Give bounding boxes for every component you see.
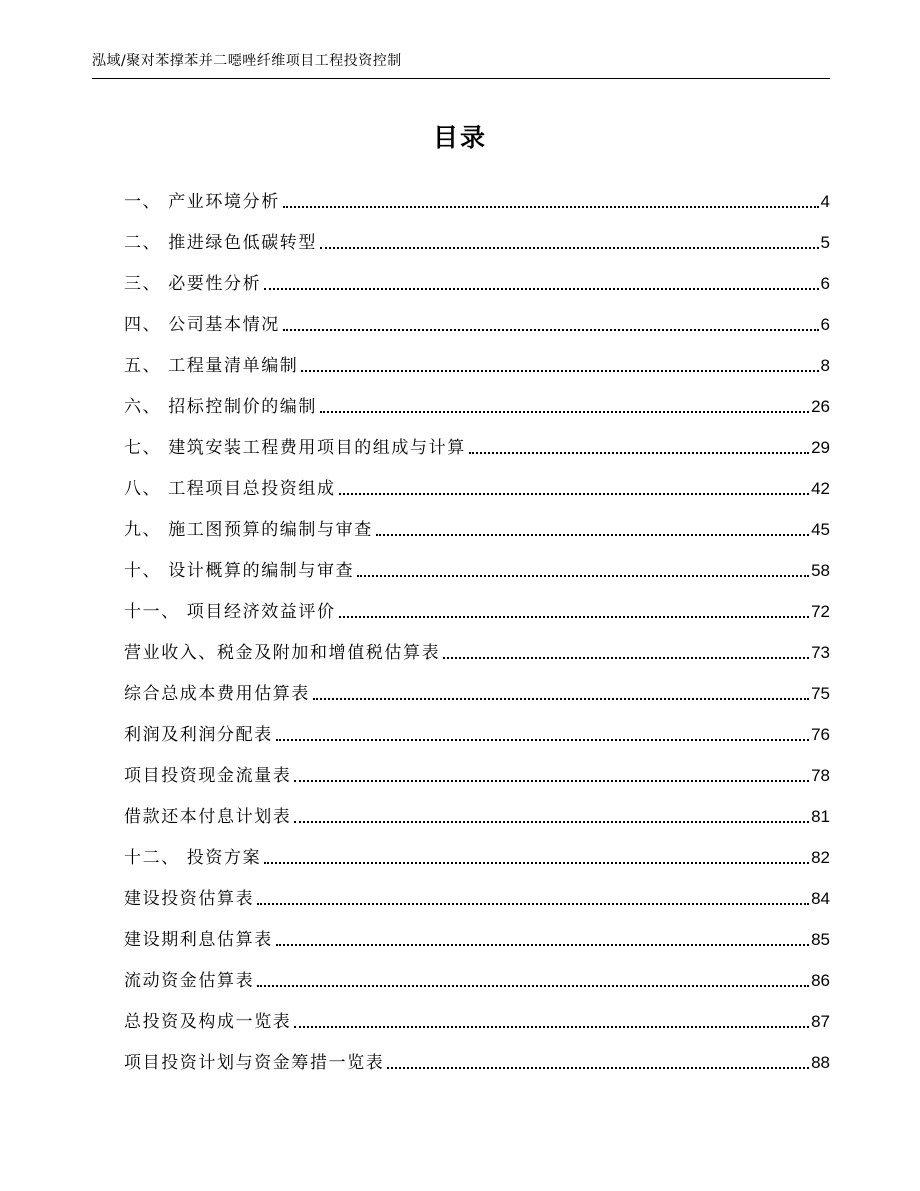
toc-entry-page: 72: [811, 602, 830, 621]
toc-entry-label: 二、 推进绿色低碳转型: [124, 233, 318, 253]
toc-entry-page: 75: [811, 684, 830, 703]
toc-leader-dots: [283, 329, 819, 331]
toc-entry-label: 利润及利润分配表: [124, 725, 273, 745]
toc-entry-label: 营业收入、税金及附加和增值税估算表: [124, 643, 441, 663]
toc-leader-dots: [469, 452, 809, 454]
toc-leader-dots: [283, 206, 819, 208]
toc-entry-label: 八、 工程项目总投资组成: [124, 479, 336, 499]
toc-entry-page: 78: [811, 766, 830, 785]
toc-entry[interactable]: [124, 500, 830, 541]
table-of-contents: [124, 172, 830, 1074]
toc-entry[interactable]: [124, 623, 830, 664]
toc-leader-dots: [320, 247, 819, 249]
toc-entry-page: 76: [811, 725, 830, 744]
toc-entry[interactable]: [124, 459, 830, 500]
toc-leader-dots: [376, 534, 809, 536]
toc-entry[interactable]: [124, 705, 830, 746]
toc-entry-label: 项目投资现金流量表: [124, 766, 292, 786]
toc-entry[interactable]: [124, 951, 830, 992]
toc-entry-label: 流动资金估算表: [124, 971, 255, 991]
toc-entry-page: 87: [811, 1012, 830, 1031]
toc-entry-page: 86: [811, 971, 830, 990]
toc-entry-page: 82: [811, 848, 830, 867]
toc-entry[interactable]: [124, 910, 830, 951]
toc-entry[interactable]: [124, 295, 830, 336]
toc-entry[interactable]: [124, 172, 830, 213]
toc-entry[interactable]: [124, 418, 830, 459]
toc-leader-dots: [387, 1067, 809, 1069]
toc-entry-label: 十、 设计概算的编制与审查: [124, 561, 355, 581]
toc-entry[interactable]: [124, 869, 830, 910]
toc-entry-page: 88: [811, 1053, 830, 1072]
header-rule: [92, 78, 830, 79]
toc-leader-dots: [294, 821, 809, 823]
toc-leader-dots: [264, 862, 809, 864]
toc-entry-label: 建设投资估算表: [124, 889, 255, 909]
toc-entry-label: 七、 建筑安装工程费用项目的组成与计算: [124, 438, 466, 458]
toc-entry-label: 十一、 项目经济效益评价: [124, 602, 336, 622]
toc-entry[interactable]: [124, 213, 830, 254]
toc-entry-page: 5: [820, 233, 830, 252]
toc-entry-page: 8: [820, 356, 830, 375]
toc-leader-dots: [443, 657, 809, 659]
toc-entry-page: 6: [820, 274, 830, 293]
toc-entry-label: 五、 工程量清单编制: [124, 356, 299, 376]
toc-entry-label: 总投资及构成一览表: [124, 1012, 292, 1032]
toc-entry[interactable]: [124, 336, 830, 377]
toc-leader-dots: [339, 616, 809, 618]
toc-entry[interactable]: [124, 254, 830, 295]
toc-entry[interactable]: [124, 377, 830, 418]
toc-leader-dots: [294, 1026, 809, 1028]
toc-entry-label: 十二、 投资方案: [124, 848, 262, 868]
toc-entry[interactable]: [124, 541, 830, 582]
toc-entry-page: 84: [811, 889, 830, 908]
running-header: 泓域/聚对苯撑苯并二噁唑纤维项目工程投资控制: [92, 53, 402, 69]
toc-entry[interactable]: [124, 992, 830, 1033]
toc-entry-label: 六、 招标控制价的编制: [124, 397, 318, 417]
toc-entry-label: 项目投资计划与资金筹措一览表: [124, 1053, 385, 1073]
page-title: 目录: [432, 123, 487, 152]
toc-entry-page: 29: [811, 438, 830, 457]
toc-entry[interactable]: [124, 787, 830, 828]
toc-leader-dots: [357, 575, 809, 577]
toc-leader-dots: [257, 985, 809, 987]
toc-entry-page: 45: [811, 520, 830, 539]
toc-entry-page: 42: [811, 479, 830, 498]
toc-entry[interactable]: [124, 582, 830, 623]
toc-entry[interactable]: [124, 1033, 830, 1074]
toc-entry[interactable]: [124, 828, 830, 869]
toc-entry-label: 三、 必要性分析: [124, 274, 262, 294]
toc-entry-label: 综合总成本费用估算表: [124, 684, 310, 704]
toc-leader-dots: [264, 288, 818, 290]
toc-entry-page: 6: [820, 315, 830, 334]
toc-entry-label: 建设期利息估算表: [124, 930, 273, 950]
toc-entry-page: 58: [811, 561, 830, 580]
toc-entry-page: 81: [811, 807, 830, 826]
toc-leader-dots: [276, 944, 809, 946]
toc-entry-label: 九、 施工图预算的编制与审查: [124, 520, 373, 540]
toc-entry-label: 一、 产业环境分析: [124, 192, 280, 212]
toc-leader-dots: [257, 903, 809, 905]
toc-leader-dots: [294, 780, 809, 782]
toc-leader-dots: [276, 739, 809, 741]
toc-entry-label: 借款还本付息计划表: [124, 807, 292, 827]
toc-leader-dots: [301, 370, 818, 372]
toc-leader-dots: [313, 698, 809, 700]
toc-entry-page: 4: [820, 192, 830, 211]
toc-entry[interactable]: [124, 664, 830, 705]
toc-entry[interactable]: [124, 746, 830, 787]
toc-entry-page: 85: [811, 930, 830, 949]
toc-entry-label: 四、 公司基本情况: [124, 315, 280, 335]
toc-entry-page: 73: [811, 643, 830, 662]
toc-leader-dots: [320, 411, 809, 413]
toc-entry-page: 26: [811, 397, 830, 416]
toc-leader-dots: [339, 493, 809, 495]
